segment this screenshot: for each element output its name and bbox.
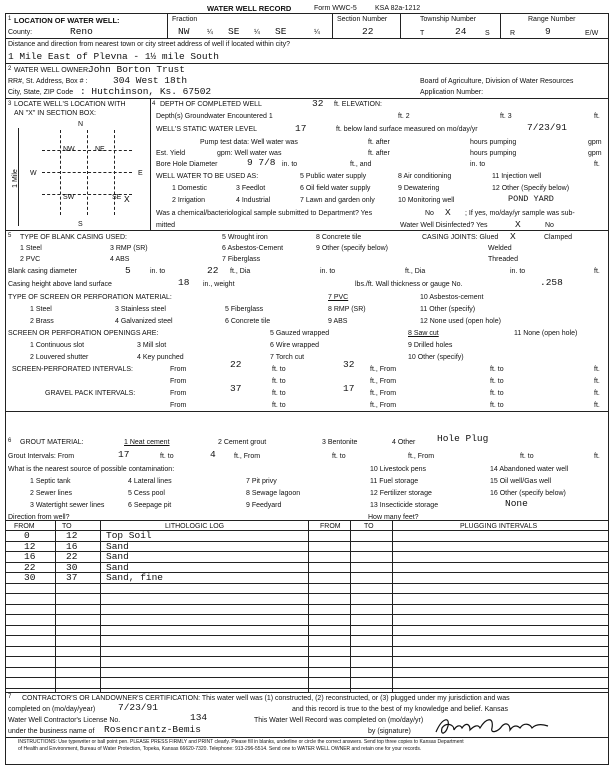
divider <box>5 98 608 99</box>
divider <box>150 98 151 230</box>
log-cell-to: 16 <box>66 540 78 552</box>
gpi-label: GRAVEL PACK INTERVALS: <box>45 390 136 397</box>
use-8: 8 Air conditioning <box>398 173 452 180</box>
gpi-ft-to-3: ft. to <box>272 402 286 409</box>
quarter-3: ¼ <box>314 29 320 36</box>
fraction-label: Fraction <box>172 16 198 23</box>
screen-8: 8 RMP (SR) <box>328 306 366 313</box>
grout-ft-to-3: ft. to <box>520 453 534 460</box>
township-s: S <box>485 30 490 37</box>
log-cell-desc: Sand <box>106 561 129 573</box>
compass-s: S <box>78 221 83 228</box>
divider <box>5 230 608 231</box>
divider <box>332 13 333 38</box>
casing-type-label: TYPE OF BLANK CASING USED: <box>20 234 127 241</box>
cert-line-3b: This Water Well Record was completed on (mo/day/yr) <box>254 717 424 724</box>
log-row-line <box>5 541 608 542</box>
instructions-line-2: of Health and Environment, Bureau of Water Protection, Topeka, Kansas 66620-7320. Telephone: 913-296-5514. Send one to WATER WELL OWNER and retain one for your records. <box>18 746 422 752</box>
use-4: 4 Industrial <box>236 197 271 204</box>
log-header-from-2: FROM <box>320 523 341 530</box>
mile-label: 1 Mile <box>11 169 19 188</box>
quadrant-ne: NE <box>95 146 105 153</box>
ft-2: ft. 2 <box>398 113 410 120</box>
owner-label: WATER WELL OWNER: <box>14 67 90 74</box>
contam-7: 7 Pit privy <box>246 478 277 485</box>
depth-label: DEPTH OF COMPLETED WELL <box>160 101 262 108</box>
quadrant-sw: SW <box>63 194 75 201</box>
joints-welded: Welded <box>488 245 512 252</box>
screen-10: 10 Asbestos-cement <box>420 294 484 301</box>
gpi-from-label: From <box>170 390 187 397</box>
use-12: 12 Other (Specify below) <box>492 185 570 192</box>
how-many-feet-label: How many feet? <box>368 514 419 521</box>
cert-business-value: Rosencrantz-Bemis <box>104 724 201 735</box>
log-cell-to: 22 <box>66 551 78 562</box>
bore-in-to: in. to <box>282 161 298 168</box>
cert-license-label: Water Well Contractor's License No. <box>8 717 121 724</box>
form-title: WATER WELL RECORD <box>207 4 292 13</box>
log-cell-desc: Sand, fine <box>106 572 164 583</box>
contam-15: 15 Oil well/Gas well <box>490 478 552 485</box>
locate-label-2: AN "X" IN SECTION BOX: <box>14 110 96 117</box>
section-number: 7 <box>8 694 12 700</box>
divider <box>5 520 608 521</box>
range-r: R <box>510 30 516 37</box>
spi-label: SCREEN-PERFORATED INTERVALS: <box>12 366 133 373</box>
divider <box>5 530 608 531</box>
use-10: 10 Monitoring well <box>398 197 455 204</box>
log-row-line <box>5 656 608 657</box>
after-label-2: ft. after <box>368 150 390 157</box>
height-value: 18 <box>178 277 190 288</box>
chem-mitted: mitted <box>156 222 176 229</box>
cert-business-label: under the business name of <box>8 728 95 735</box>
diameter-ft-dia-2: ft., Dia <box>405 268 426 275</box>
divider <box>5 737 608 738</box>
casing-7: 7 Fiberglass <box>222 256 261 263</box>
log-cell-to: 30 <box>66 561 78 573</box>
spi-from-label: From <box>170 366 187 373</box>
spi-ft-to-4: ft. to <box>490 378 504 385</box>
log-cell-from: 16 <box>24 551 36 562</box>
height-weight: in., weight <box>203 281 235 288</box>
grid-line <box>87 130 88 215</box>
contam-11: 11 Fuel storage <box>370 478 419 485</box>
township-label: Township Number <box>420 16 477 23</box>
opening-2: 2 Louvered shutter <box>30 354 89 361</box>
casing-3: 3 RMP (SR) <box>110 245 148 252</box>
yield-label: Est. Yield <box>156 150 186 157</box>
diameter-to-value: 22 <box>207 265 219 276</box>
fraction-1: NW <box>178 26 190 37</box>
use-other-value: POND YARD <box>508 194 554 204</box>
quadrant-nw: NW <box>63 146 75 153</box>
log-row-line <box>5 614 608 615</box>
casing-9: 9 Other (specify below) <box>316 245 388 252</box>
contam-3: 3 Watertight sewer lines <box>30 502 105 509</box>
log-cell-from: 12 <box>24 540 36 552</box>
openings-label: SCREEN OR PERFORATION OPENINGS ARE: <box>8 330 159 337</box>
joints-clamped: Clamped <box>544 234 573 241</box>
grout-1: 1 Neat cement <box>124 439 170 446</box>
hours-label-2: hours pumping <box>470 150 517 157</box>
gauge-value: .258 <box>540 277 563 288</box>
cert-completed-label: completed on (mo/day/year) <box>8 706 96 713</box>
joints-threaded: Threaded <box>488 256 518 263</box>
gpi-from-value: 37 <box>230 383 242 394</box>
gpi-to-value: 17 <box>343 383 355 394</box>
log-cell-desc: Sand <box>106 551 129 562</box>
disinfected-no: No <box>545 222 554 229</box>
height-lbs: lbs./ft. Wall thickness or gauge No. <box>355 281 463 288</box>
log-cell-desc: Top Soil <box>106 530 152 541</box>
contam-5: 5 Cess pool <box>128 490 165 497</box>
fraction-3: SE <box>275 26 287 37</box>
contam-2: 2 Sewer lines <box>30 490 73 497</box>
section-number: 4 <box>152 101 156 107</box>
spi-from-label-2: From <box>170 378 187 385</box>
log-row-line <box>5 625 608 626</box>
divider <box>5 692 608 693</box>
divider <box>400 13 401 38</box>
grout-4: 4 Other <box>392 439 416 446</box>
casing-6: 6 Asbestos-Cement <box>222 245 284 252</box>
log-header-lithologic: LITHOLOGIC LOG <box>165 523 225 530</box>
contam-12: 12 Fertilizer storage <box>370 490 432 497</box>
divider <box>5 38 608 39</box>
static-value: 17 <box>295 123 307 134</box>
log-row-line <box>5 667 608 668</box>
contam-10: 10 Livestock pens <box>370 466 427 473</box>
spi-ft-end-2: ft. <box>594 378 600 385</box>
opening-5: 5 Gauzed wrapped <box>270 330 330 337</box>
screen-12: 12 None used (open hole) <box>420 318 501 325</box>
gpi-ft-to-2: ft. to <box>490 390 504 397</box>
contam-other-value: None <box>505 498 528 509</box>
grout-2: 2 Cement grout <box>218 439 267 446</box>
ft-end: ft. <box>594 113 600 120</box>
screen-6: 6 Concrete tile <box>225 318 271 325</box>
log-row-line <box>5 593 608 594</box>
log-cell-to: 12 <box>66 530 78 541</box>
gpi-ft-to-4: ft. to <box>490 402 504 409</box>
pump-label: Pump test data: Well water was <box>200 139 298 146</box>
bore-and: ft., and <box>350 161 372 168</box>
gpi-ft-from-2: ft., From <box>370 402 397 409</box>
log-header-plugging: PLUGGING INTERVALS <box>460 523 538 530</box>
opening-6: 6 Wire wrapped <box>270 342 320 349</box>
screen-type-label: TYPE OF SCREEN OR PERFORATION MATERIAL: <box>8 294 172 301</box>
log-cell-from: 22 <box>24 561 36 573</box>
frame-right <box>608 13 609 765</box>
screen-1: 1 Steel <box>30 306 52 313</box>
screen-5: 5 Fiberglass <box>225 306 264 313</box>
use-5: 5 Public water supply <box>300 173 367 180</box>
application-label: Application Number: <box>420 89 484 96</box>
depth-value: 32 <box>312 98 324 109</box>
screen-3: 3 Stainless steel <box>115 306 166 313</box>
joints-label: CASING JOINTS: Glued <box>422 234 499 241</box>
screen-2: 2 Brass <box>30 318 54 325</box>
chem-rest: ; If yes, mo/day/yr sample was sub- <box>465 210 575 217</box>
township-value: 24 <box>455 26 467 37</box>
groundwater-label: Depth(s) Groundwater Encountered 1 <box>156 113 273 120</box>
opening-9: 9 Drilled holes <box>408 342 453 349</box>
instructions-line-1: INSTRUCTIONS: Use typewriter or ball point pen. PLEASE PRESS FIRMLY and PRINT clearly. Please fill in blanks, underline or circle the correct answers. Send top three copies to Kansas Department <box>18 739 464 745</box>
use-3: 3 Feedlot <box>236 185 266 192</box>
frame-bottom <box>5 764 608 765</box>
range-label: Range Number <box>528 16 576 23</box>
quadrant-se: SE <box>112 194 122 201</box>
grid-line <box>114 130 115 215</box>
range-value: 9 <box>545 26 551 37</box>
fraction-2: SE <box>228 26 240 37</box>
frame-top <box>5 13 608 14</box>
address-label: RR#, St. Address, Box # : <box>8 78 88 85</box>
gpm-label-2: gpm <box>588 150 602 157</box>
use-9: 9 Dewatering <box>398 185 440 192</box>
log-row-line <box>5 688 608 689</box>
quarter-1: ¼ <box>207 29 213 36</box>
contam-14: 14 Abandoned water well <box>490 466 569 473</box>
after-label: ft. after <box>368 139 390 146</box>
spi-ft-to-2: ft. to <box>490 366 504 373</box>
grout-ft-to-2: ft. to <box>332 453 346 460</box>
use-7: 7 Lawn and garden only <box>300 197 375 204</box>
contamination-label: What is the nearest source of possible contamination: <box>8 466 175 473</box>
location-label: LOCATION OF WATER WELL: <box>14 16 120 25</box>
section-label: Section Number <box>337 16 388 23</box>
grout-to-value: 4 <box>210 449 216 460</box>
mile-line <box>18 128 19 226</box>
opening-4: 4 Key punched <box>137 354 184 361</box>
divider <box>167 13 168 38</box>
contam-1: 1 Septic tank <box>30 478 71 485</box>
owner-value: John Borton Trust <box>88 64 185 75</box>
yield-gpm: gpm: Well water was <box>217 150 282 157</box>
height-label: Casing height above land surface <box>8 281 112 288</box>
opening-1: 1 Continuous slot <box>30 342 85 349</box>
diameter-in-to-2: in. to <box>320 268 336 275</box>
ft-3: ft. 3 <box>500 113 512 120</box>
county-label: County: <box>8 29 33 36</box>
ft-end: ft. <box>594 161 600 168</box>
use-11: 11 Injection well <box>492 173 542 180</box>
section-number: 6 <box>8 438 12 444</box>
screen-11: 11 Other (specify) <box>420 306 476 313</box>
township-t: T <box>420 30 425 37</box>
disinfected-label: Water Well Disinfected? Yes <box>400 222 488 229</box>
spi-ft-end: ft. <box>594 366 600 373</box>
bore-value: 9 7/8 <box>247 157 276 168</box>
grout-ft-to: ft. to <box>160 453 174 460</box>
disinfected-x: X <box>515 219 521 230</box>
direction-label: Direction from well? <box>8 514 70 521</box>
section-value: 22 <box>362 26 374 37</box>
joints-x: X <box>510 231 516 242</box>
grout-other-value: Hole Plug <box>437 433 489 444</box>
opening-11: 11 None (open hole) <box>514 330 578 337</box>
casing-4: 4 ABS <box>110 256 130 263</box>
gpi-ft-from: ft., From <box>370 390 397 397</box>
distance-value: 1 Mile East of Plevna - 1½ mile South <box>8 51 219 62</box>
location-mark: X <box>124 194 130 205</box>
distance-label: Distance and direction from nearest town or city street address of well if located within city? <box>8 41 291 48</box>
grout-intervals-label: Grout Intervals: From <box>8 453 75 460</box>
frame-left <box>5 13 6 765</box>
grout-from-value: 17 <box>118 449 130 460</box>
contam-8: 8 Sewage lagoon <box>246 490 301 497</box>
casing-5: 5 Wrought iron <box>222 234 268 241</box>
grid-line <box>60 130 61 215</box>
log-cell-desc: Sand <box>106 540 129 552</box>
log-cell-from: 30 <box>24 572 36 583</box>
log-row-line <box>5 635 608 636</box>
log-row-line <box>5 604 608 605</box>
cert-line-1: CONTRACTOR'S OR LANDOWNER'S CERTIFICATION: This water well was (1) constructed, (2) reconstructed, or (3) plugged under my jurisdiction and was <box>22 695 510 702</box>
contam-6: 6 Seepage pit <box>128 502 172 509</box>
county-value: Reno <box>70 26 93 37</box>
locate-label-1: LOCATE WELL'S LOCATION WITH <box>14 101 126 108</box>
cert-completed-date: 7/23/91 <box>118 702 158 713</box>
quarter-2: ¼ <box>254 29 260 36</box>
grout-label: GROUT MATERIAL: <box>20 439 84 446</box>
use-label: WELL WATER TO BE USED AS: <box>156 173 259 180</box>
chem-no: No <box>425 210 434 217</box>
grout-3: 3 Bentonite <box>322 439 358 446</box>
spi-ft-from: ft., From <box>370 366 397 373</box>
log-header-to: TO <box>62 523 72 530</box>
spi-ft-to-3: ft. to <box>272 378 286 385</box>
log-row-line <box>5 551 608 552</box>
gpi-ft-to: ft. to <box>272 390 286 397</box>
gpi-ft-end-2: ft. <box>594 402 600 409</box>
gpi-ft-end: ft. <box>594 390 600 397</box>
diameter-ft-end: ft. <box>594 268 600 275</box>
grout-ft-from: ft., From <box>234 453 261 460</box>
use-1: 1 Domestic <box>172 185 208 192</box>
contam-13: 13 Insecticide storage <box>370 502 439 509</box>
screen-9: 9 ABS <box>328 318 348 325</box>
static-date: 7/23/91 <box>527 122 567 133</box>
screen-4: 4 Galvanized steel <box>115 318 173 325</box>
section-number: 5 <box>8 233 12 239</box>
divider <box>500 13 501 38</box>
section-number: 1 <box>8 16 12 22</box>
log-header-to-2: TO <box>364 523 374 530</box>
opening-8: 8 Saw cut <box>408 330 439 337</box>
log-row-line <box>5 572 608 573</box>
ksa-number: KSA 82a-1212 <box>375 5 421 12</box>
city-label: City, State, ZIP Code <box>8 89 74 96</box>
opening-3: 3 Mill slot <box>137 342 167 349</box>
log-row-line <box>5 583 608 584</box>
use-2: 2 Irrigation <box>172 197 206 204</box>
bore-label: Bore Hole Diameter <box>156 161 218 168</box>
divider <box>5 411 608 412</box>
range-ew: E/W <box>585 30 599 37</box>
diameter-in-to: in. to <box>150 268 166 275</box>
compass-w: W <box>30 170 37 177</box>
opening-10: 10 Other (specify) <box>408 354 464 361</box>
log-row-line <box>5 677 608 678</box>
gpm-label: gpm <box>588 139 602 146</box>
static-label: WELL'S STATIC WATER LEVEL <box>156 126 258 133</box>
cert-license-value: 134 <box>190 712 208 723</box>
casing-2: 2 PVC <box>20 256 41 263</box>
address-value: 304 West 18th <box>113 75 188 86</box>
section-number: 3 <box>8 101 12 107</box>
opening-7: 7 Torch cut <box>270 354 305 361</box>
city-value: : Hutchinson, Ks. 67502 <box>80 86 212 97</box>
casing-1: 1 Steel <box>20 245 42 252</box>
chem-x: X <box>445 207 451 218</box>
diameter-value: 5 <box>125 265 131 276</box>
diameter-ft-dia: ft., Dia <box>230 268 251 275</box>
spi-to-value: 32 <box>343 359 355 370</box>
grout-ft-from-2: ft., From <box>408 453 435 460</box>
hours-label: hours pumping <box>470 139 517 146</box>
cert-line-2b: and this record is true to the best of my knowledge and belief. Kansas <box>292 706 508 713</box>
cert-signature-label: by (signature) <box>368 728 411 735</box>
board-label: Board of Agriculture, Division of Water Resources <box>420 78 574 85</box>
grout-ft-end: ft. <box>594 453 600 460</box>
diameter-label: Blank casing diameter <box>8 268 77 275</box>
signature-image <box>432 714 552 738</box>
log-header-from: FROM <box>14 523 35 530</box>
log-cell-to: 37 <box>66 572 78 583</box>
spi-ft-to: ft. to <box>272 366 286 373</box>
log-row-line <box>5 646 608 647</box>
contam-9: 9 Feedyard <box>246 502 282 509</box>
compass-e: E <box>138 170 143 177</box>
form-number: Form WWC-5 <box>314 5 357 12</box>
compass-n: N <box>78 121 84 128</box>
spi-ft-from-2: ft., From <box>370 378 397 385</box>
spi-from-value: 22 <box>230 359 242 370</box>
gpi-from-label-2: From <box>170 402 187 409</box>
contam-4: 4 Lateral lines <box>128 478 172 485</box>
screen-7: 7 PVC <box>328 294 349 301</box>
diameter-in-to-3: in. to <box>510 268 526 275</box>
log-row-line <box>5 562 608 563</box>
static-rest: ft. below land surface measured on mo/day/yr <box>336 126 478 133</box>
contam-16: 16 Other (specify below) <box>490 490 566 497</box>
chem-label: Was a chemical/bacteriological sample submitted to Department? Yes <box>156 210 373 217</box>
use-6: 6 Oil field water supply <box>300 185 371 192</box>
casing-8: 8 Concrete tile <box>316 234 362 241</box>
bore-in-to-2: in. to <box>470 161 486 168</box>
section-number: 2 <box>8 66 12 72</box>
log-cell-from: 0 <box>24 530 30 541</box>
elevation-label: ft. ELEVATION: <box>334 101 382 108</box>
